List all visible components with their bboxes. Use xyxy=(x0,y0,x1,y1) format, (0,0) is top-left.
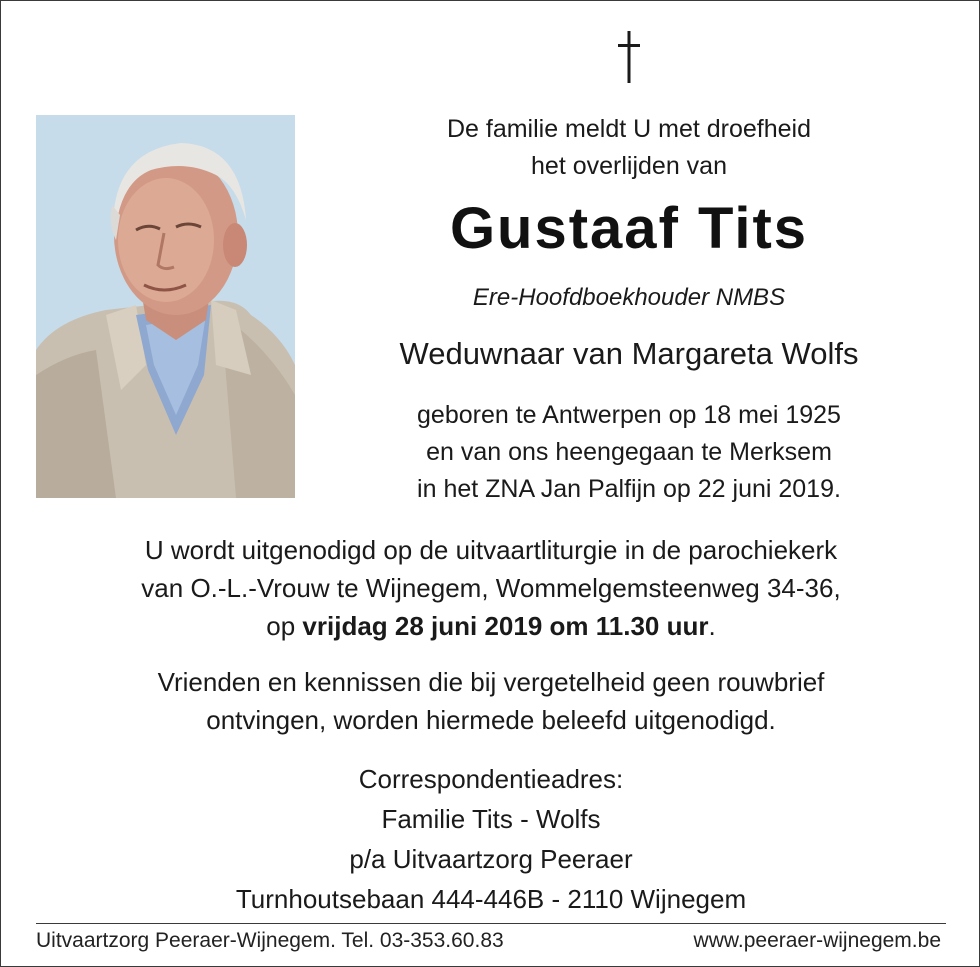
friends-line-2: ontvingen, worden hiermede beleefd uitgenodigd. xyxy=(206,705,776,735)
funeral-line-1: U wordt uitgenodigd op de uitvaartliturgie in de parochiekerk xyxy=(144,535,838,565)
death-date-line: in het ZNA Jan Palfijn op 22 juni 2019. xyxy=(417,475,841,503)
address-heading: Correspondentieadres: xyxy=(358,764,624,794)
footer-website: www.peeraer-wijnegem.be xyxy=(693,929,941,952)
address-line-3: Turnhoutsebaan 444-446B - 2110 Wijnegem xyxy=(235,884,747,914)
cross-icon xyxy=(599,29,659,89)
intro-text xyxy=(319,111,939,185)
honorary-title: Ere-Hoofdboekhouder NMBS xyxy=(472,284,786,311)
address-line-1: Familie Tits - Wolfs xyxy=(381,804,601,834)
friends-invitation xyxy=(1,663,980,739)
death-place-line: en van ons heengegaan te Merksem xyxy=(426,438,832,466)
funeral-suffix: . xyxy=(708,611,716,641)
intro-line-2: het overlijden van xyxy=(531,152,727,180)
funeral-line-2: van O.-L.-Vrouw te Wijnegem, Wommelgemsteenweg 34-36, xyxy=(141,573,841,603)
correspondence-address xyxy=(1,759,980,919)
deceased-name: Gustaaf Tits xyxy=(449,196,809,261)
funeral-datetime: vrijdag 28 juni 2019 om 11.30 uur xyxy=(302,611,709,641)
funeral-prefix: op xyxy=(266,611,303,641)
funeral-line-3 xyxy=(1,607,980,645)
birth-line: geboren te Antwerpen op 18 mei 1925 xyxy=(417,401,841,429)
friends-line-1: Vrienden en kennissen die bij vergetelheid geen rouwbrief xyxy=(157,667,825,697)
portrait-photo xyxy=(36,115,295,498)
address-line-2: p/a Uitvaartzorg Peeraer xyxy=(349,844,633,874)
birth-death-text xyxy=(319,397,939,508)
footer-contact: Uitvaartzorg Peeraer-Wijnegem. Tel. 03-353.60.83 xyxy=(36,929,504,952)
funeral-invitation xyxy=(1,531,980,645)
spouse-line: Weduwnaar van Margareta Wolfs xyxy=(399,336,859,371)
footer-divider xyxy=(36,923,946,924)
intro-line-1: De familie meldt U met droefheid xyxy=(446,115,812,143)
